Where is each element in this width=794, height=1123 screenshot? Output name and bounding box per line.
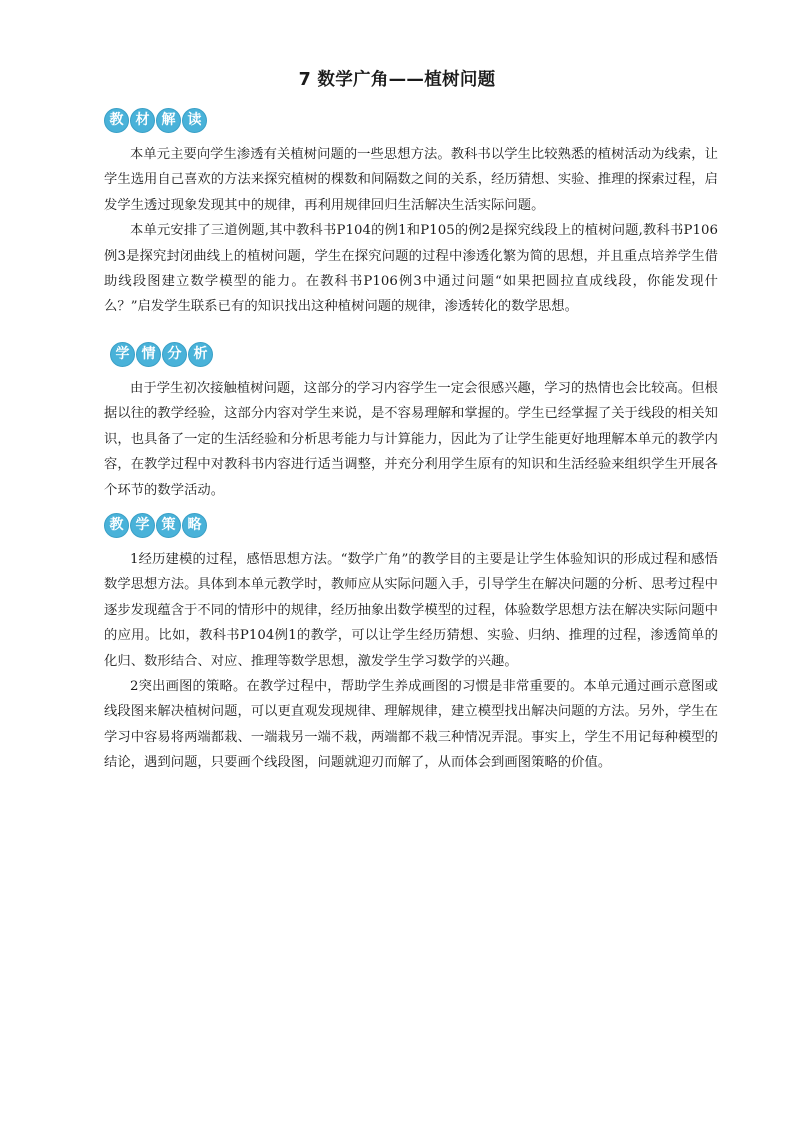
- badge-char: 教: [104, 513, 129, 538]
- badge-char: 策: [156, 513, 181, 538]
- badge-char: 略: [182, 513, 207, 538]
- badge-char: 学: [110, 342, 135, 367]
- badge-char: 读: [182, 108, 207, 133]
- section-badge-student-analysis: [110, 342, 724, 368]
- badge-char: 析: [188, 342, 213, 367]
- paragraph: 2突出画图的策略。在教学过程中，帮助学生养成画图的习惯是非常重要的。本单元通过画示意图或线段图来解决植树问题，可以更直观发现规律、理解规律，建立模型找出解决问题的方法。另外，学生在学习中容易将两端都栽、一端栽另一端不栽，两端都不栽三种情况弄混。事实上，学生不用记每种模型的结论，遇到问题，只要画个线段图，问题就迎刃而解了，从而体会到画图策略的价值。: [104, 679, 718, 771]
- section-badge-teaching-strategy: [104, 513, 718, 539]
- section-teaching-strategy: [104, 513, 718, 776]
- badge-char: 学: [130, 513, 155, 538]
- paragraph: 本单元主要向学生渗透有关植树问题的一些思想方法。教科书以学生比较熟悉的植树活动为线索，让学生选用自己喜欢的方法来探究植树的棵数和间隔数之间的关系，经历猜想、实验、推理的探索过程，启发学生透过现象发现其中的规律，再利用规律回归生活解决生活实际问题。: [104, 147, 718, 213]
- section-badge-textbook-reading: [104, 108, 718, 134]
- paragraph: 1经历建模的过程，感悟思想方法。“数学广角”的教学目的主要是让学生体验知识的形成过程和感悟数学思想方法。具体到本单元教学时，教师应从实际问题入手，引导学生在解决问题的分析、思考过程中逐步发现蕴含于不同的情形中的规律，经历抽象出数学模型的过程，体验数学思想方法在解决实际问题中的应用。比如，教科书P104例1的教学，可以让学生经历猜想、实验、归纳、推理的过程，渗透简单的化归、数形结合、对应、推理等数学思想，激发学生学习数学的兴趣。: [104, 552, 718, 669]
- badge-char: 情: [136, 342, 161, 367]
- paragraph: 由于学生初次接触植树问题，这部分的学习内容学生一定会很感兴趣，学习的热情也会比较高。但根据以往的教学经验，这部分内容对学生来说，是不容易理解和掌握的。学生已经掌握了关于线段的相关知识，也具备了一定的生活经验和分析思考能力与计算能力，因此为了让学生能更好地理解本单元的教学内容，在教学过程中对教科书内容进行适当调整，并充分利用学生原有的知识和生活经验来组织学生开展各个环节的数学活动。: [104, 381, 718, 498]
- badge-char: 教: [104, 108, 129, 133]
- section-textbook-reading: [104, 108, 718, 320]
- badge-char: 解: [156, 108, 181, 133]
- paragraph: 本单元安排了三道例题,其中教科书P104的例1和P105的例2是探究线段上的植树问题,教科书P106例3是探究封闭曲线上的植树问题，学生在探究问题的过程中渗透化繁为简的思想，并且重点培养学生借助线段图建立数学模型的能力。在教科书P106例3中通过问题“如果把圆拉直成线段，你能发现什么？”启发学生联系已有的知识找出这种植树问题的规律，渗透转化的数学思想。: [104, 223, 718, 315]
- section-student-analysis: [104, 342, 724, 503]
- badge-char: 材: [130, 108, 155, 133]
- badge-char: 分: [162, 342, 187, 367]
- page-title: 7 数学广角——植树问题: [298, 70, 496, 90]
